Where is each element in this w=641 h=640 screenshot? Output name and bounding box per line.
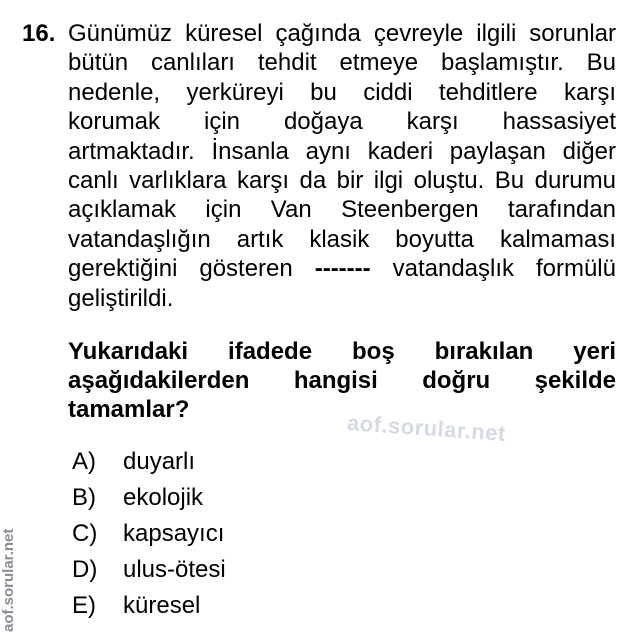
- stem-line: açıklamak için Van Steenbergen tarafından: [68, 196, 616, 224]
- stem-text-after-blank: vatandaşlık formülü: [370, 255, 616, 283]
- watermark-center: aof.sorular.net: [346, 410, 507, 447]
- stem-line: geliştirildi.: [68, 284, 174, 312]
- prompt-line: Yukarıdaki ifadede boş bırakılan yeri: [68, 338, 616, 365]
- prompt-line: aşağıdakilerden hangisi doğru şekilde: [68, 367, 616, 394]
- stem-line-with-blank: [68, 254, 616, 283]
- option-text: ulus-ötesi: [123, 556, 226, 583]
- option-c[interactable]: [72, 516, 226, 552]
- question-stem: [68, 19, 616, 313]
- stem-line: bütün canlıları tehdit etmeye başlamıştır. Bu: [68, 49, 616, 77]
- question-number: 16.: [22, 20, 56, 47]
- option-letter: C): [72, 520, 98, 547]
- option-d[interactable]: [72, 552, 226, 588]
- watermark-side: aof.sorular.net: [0, 528, 17, 632]
- stem-line: nedenle, yerküreyi bu ciddi tehditlere karşı: [68, 78, 616, 106]
- answer-options: [72, 444, 226, 624]
- option-a[interactable]: [72, 444, 226, 480]
- stem-line: vatandaşlığın artık klasik boyutta kalmaması: [68, 225, 616, 253]
- option-text: küresel: [123, 592, 201, 619]
- stem-text-before-blank: gerektiğini gösteren: [68, 255, 315, 283]
- stem-line: artmaktadır. İnsanla aynı kaderi paylaşan diğer: [68, 137, 616, 165]
- option-letter: A): [72, 448, 96, 475]
- option-text: duyarlı: [123, 448, 196, 475]
- question-prompt: [68, 337, 616, 424]
- stem-line: Günümüz küresel çağında çevreyle ilgili sorunlar: [68, 20, 616, 47]
- option-text: kapsayıcı: [123, 520, 225, 547]
- stem-line: canlı varlıklara karşı da bir ilgi oluştu. Bu durumu: [68, 166, 616, 194]
- blank-placeholder: -------: [314, 255, 371, 283]
- option-letter: E): [72, 592, 96, 619]
- option-letter: D): [72, 556, 98, 583]
- option-e[interactable]: [72, 588, 226, 624]
- option-text: ekolojik: [123, 484, 204, 511]
- prompt-line: tamamlar?: [68, 396, 190, 423]
- stem-line: korumak için doğaya karşı hassasiyet: [68, 108, 616, 136]
- option-b[interactable]: [72, 480, 226, 516]
- option-letter: B): [72, 484, 96, 511]
